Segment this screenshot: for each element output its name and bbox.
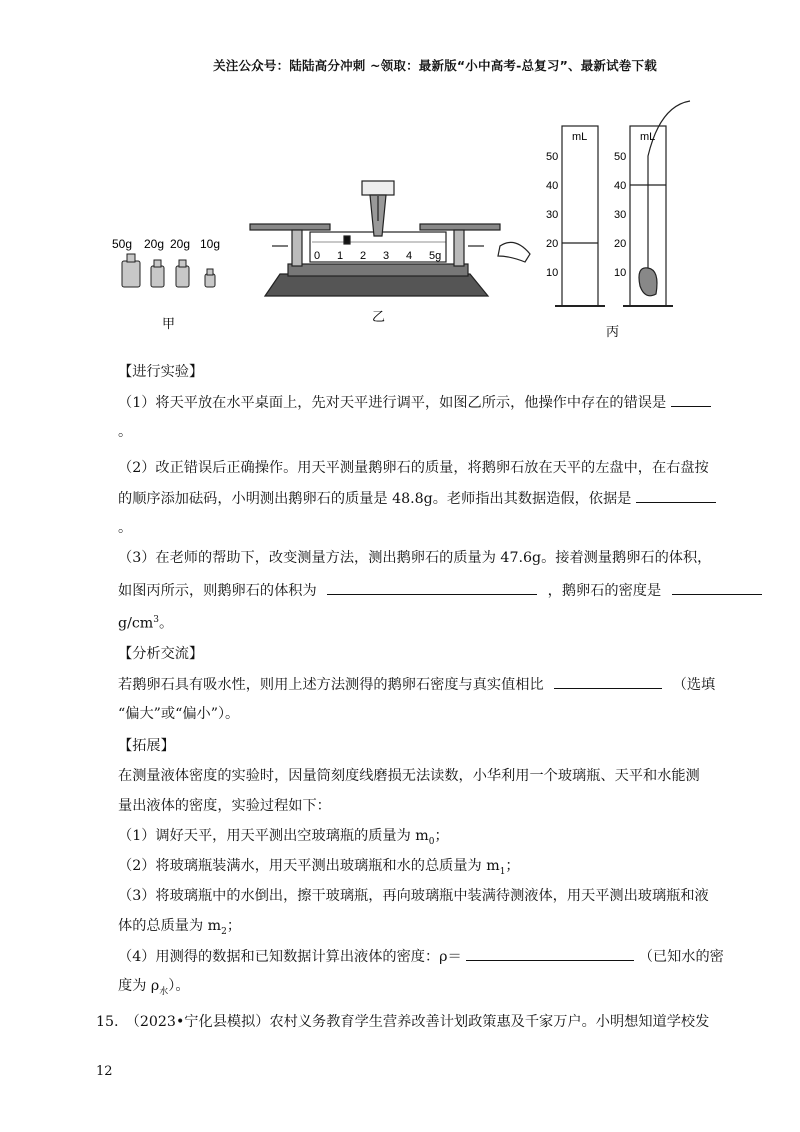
cyl-right-50: 50 bbox=[614, 151, 627, 163]
label-jia: 甲 bbox=[162, 317, 176, 332]
step-3-text: 体的总质量为 m bbox=[118, 918, 222, 934]
step-4-line-a bbox=[118, 946, 724, 967]
cyl-left-40: 40 bbox=[546, 180, 559, 192]
cyl-right-10: 10 bbox=[614, 267, 627, 279]
q3-unit-exp: 3 bbox=[153, 615, 159, 625]
step-3-line-b bbox=[118, 916, 718, 942]
analysis-line-2: “偏大”或“偏小”）。 bbox=[118, 706, 240, 722]
cyl-right-unit: mL bbox=[640, 131, 656, 143]
step-4-line-b bbox=[118, 976, 718, 1002]
weight-label-20g-a: 20g bbox=[144, 237, 165, 251]
q3-line-a: （3）在老师的帮助下，改变测量方法，测出鹅卵石的质量为 47.6g。接着测量鹅卵石的体积， bbox=[118, 550, 712, 566]
tick-1: 1 bbox=[337, 250, 344, 262]
tick-2: 2 bbox=[360, 250, 367, 262]
cyl-left-10: 10 bbox=[546, 267, 559, 279]
cylinder-left bbox=[555, 126, 605, 306]
page-header: 关注公众号：陆陆高分冲刺 ~领取：最新版“小中高考-总复习”、最新试卷下载 bbox=[213, 58, 657, 73]
q2-line-a: （2）改正错误后正确操作。用天平测量鹅卵石的质量，将鹅卵石放在天平的左盘中，在右盘按 bbox=[118, 460, 709, 476]
step-2-text: （2）将玻璃瓶装满水，用天平测出玻璃瓶和水的总质量为 m bbox=[118, 858, 500, 874]
label-bing: 丙 bbox=[606, 325, 620, 340]
step-2-sub: 1 bbox=[499, 866, 506, 877]
cyl-left-20: 20 bbox=[546, 238, 559, 250]
q2-answer-blank[interactable] bbox=[636, 488, 716, 503]
q2-text: 的顺序添加砝码，小明测出鹅卵石的质量是 48.8g。老师指出其数据造假，依据是 bbox=[118, 491, 632, 507]
step-3-sub: 2 bbox=[221, 926, 227, 937]
extend-line-1: 在测量液体密度的实验时，因量筒刻度线磨损无法读数，小华利用一个玻璃瓶、天平和水能测 bbox=[118, 768, 700, 784]
step-4b-end: ）。 bbox=[168, 978, 190, 994]
analysis-text: 若鹅卵石具有吸水性，则用上述方法测得的鹅卵石密度与真实值相比 bbox=[118, 677, 544, 693]
cyl-right-20: 20 bbox=[614, 238, 627, 250]
step-4b-text: 度为 ρ bbox=[118, 978, 160, 994]
step-3-line-a: （3）将玻璃瓶中的水倒出，擦干玻璃瓶，再向玻璃瓶中装满待测液体，用天平测出玻璃瓶和液 bbox=[118, 888, 709, 904]
q3-volume-blank[interactable] bbox=[327, 580, 537, 595]
analysis-answer-blank[interactable] bbox=[554, 674, 662, 689]
analysis-line-1 bbox=[118, 674, 718, 695]
step-2 bbox=[118, 856, 718, 882]
density-formula-blank[interactable] bbox=[466, 946, 634, 961]
tick-4: 4 bbox=[406, 250, 413, 262]
q3-unit: g/cm bbox=[118, 615, 154, 632]
q2-line-b bbox=[118, 488, 718, 509]
weight-set-jia bbox=[122, 254, 215, 287]
step-1-text: （1）调好天平，用天平测出空玻璃瓶的质量为 m bbox=[118, 828, 429, 844]
q3-line-b bbox=[118, 580, 718, 601]
tick-5g: 5g bbox=[429, 250, 442, 262]
q3-text-2: ，鹅卵石的密度是 bbox=[547, 583, 662, 599]
step-4-end: （已知水的密 bbox=[638, 949, 724, 965]
q3-unit-line bbox=[118, 610, 718, 634]
weight-label-50g: 50g bbox=[112, 237, 133, 251]
step-2-end: ； bbox=[505, 858, 520, 874]
q2-end: 。 bbox=[118, 520, 133, 536]
page-number: 12 bbox=[96, 1064, 113, 1079]
weight-label-10g: 10g bbox=[200, 237, 221, 251]
step-1 bbox=[118, 826, 718, 852]
extend-line-2: 量出液体的密度，实验过程如下： bbox=[118, 798, 331, 814]
q1-answer-blank[interactable] bbox=[671, 392, 711, 407]
section-analysis: 【分析交流】 bbox=[118, 646, 204, 662]
q1-end: 。 bbox=[118, 424, 133, 440]
label-yi: 乙 bbox=[372, 310, 386, 325]
cyl-right-40: 40 bbox=[614, 180, 627, 192]
cyl-left-50: 50 bbox=[546, 151, 559, 163]
experiment-figure bbox=[100, 96, 740, 346]
cyl-right-30: 30 bbox=[614, 209, 627, 221]
analysis-text-end: （选填 bbox=[672, 677, 716, 693]
section-extend: 【拓展】 bbox=[118, 738, 175, 754]
tick-3: 3 bbox=[383, 250, 390, 262]
cylinder-right bbox=[623, 101, 690, 306]
question-15: 15. （2023•宁化县模拟）农村义务教育学生营养改善计划政策惠及千家万户。小明想知道学校发 bbox=[96, 1014, 710, 1030]
cyl-left-unit: mL bbox=[572, 131, 588, 143]
q3-end: 。 bbox=[159, 615, 174, 632]
section-experiment: 【进行实验】 bbox=[118, 364, 204, 380]
balance-yi bbox=[250, 181, 530, 296]
step-1-end: ； bbox=[434, 828, 449, 844]
step-4b-sub: 水 bbox=[159, 986, 169, 997]
step-3-end: ； bbox=[226, 918, 242, 934]
tick-0: 0 bbox=[314, 250, 321, 262]
q1-line bbox=[118, 392, 718, 413]
figure-drawing bbox=[100, 96, 740, 346]
q1-text: （1）将天平放在水平桌面上，先对天平进行调平，如图乙所示，他操作中存在的错误是 bbox=[118, 395, 667, 411]
q3-text-1: 如图丙所示，则鹅卵石的体积为 bbox=[118, 583, 317, 599]
q3-density-blank[interactable] bbox=[672, 580, 762, 595]
cyl-left-30: 30 bbox=[546, 209, 559, 221]
step-1-sub: 0 bbox=[428, 836, 435, 847]
step-4-text: （4）用测得的数据和已知数据计算出液体的密度：ρ＝ bbox=[118, 949, 462, 965]
weight-label-20g-b: 20g bbox=[170, 237, 191, 251]
